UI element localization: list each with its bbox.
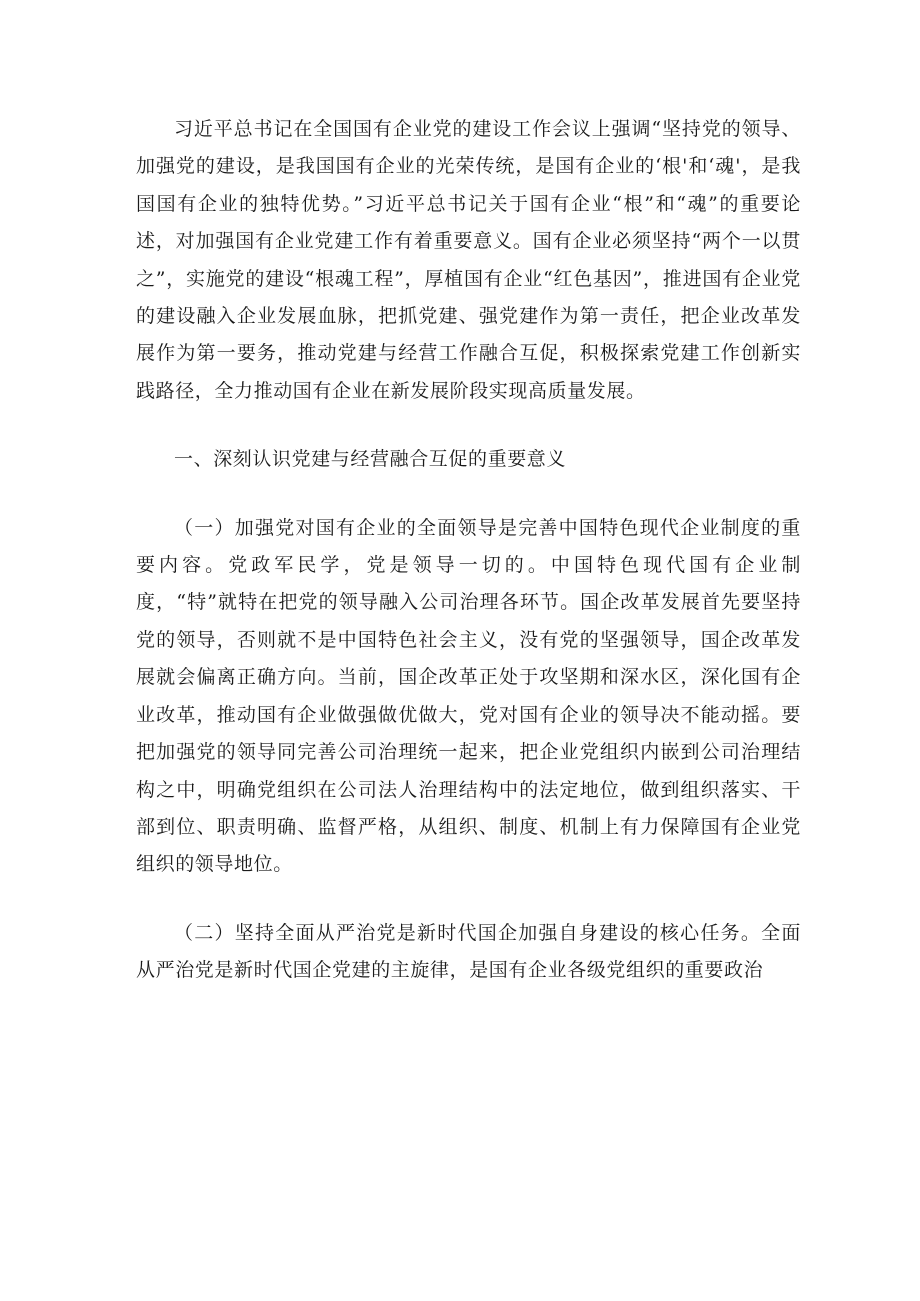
paragraph-gap [136, 410, 801, 441]
intro-paragraph: 习近平总书记在全国国有企业党的建设工作会议上强调“坚持党的领导、加强党的建设，是我国国有企业的光荣传统，是国有企业的‘根'和‘魂'，是我国国有企业的独特优势。”习近平总书记关于国有企业“根”和“魂”的重要论述，对加强国有企业党建工作有着重要意义。国有企业必须坚持“两个一以贯之”，实施党的建设“根魂工程”，厚植国有企业“红色基因”，推进国有企业党的建设融入企业发展血脉，把抓党建、强党建作为第一责任，把企业改革发展作为第一要务，推动党建与经营工作融合互促，积极探索党建工作创新实践路径，全力推动国有企业在新发展阶段实现高质量发展。 [136, 118, 801, 402]
paragraph-gap [136, 479, 801, 510]
paragraph-gap [136, 884, 801, 915]
document-body [136, 111, 801, 990]
paragraph-2: （二）坚持全面从严治党是新时代国企加强自身建设的核心任务。全面从严治党是新时代国企党建的主旋律，是国有企业各级党组织的重要政治 [136, 921, 801, 982]
paragraph-1: （一）加强党对国有企业的全面领导是完善中国特色现代企业制度的重要内容。党政军民学，党是领导一切的。中国特色现代国有企业制度，“特”就特在把党的领导融入公司治理各环节。国企改革发展首先要坚持党的领导，否则就不是中国特色社会主义，没有党的坚强领导，国企改革发展就会偏离正确方向。当前，国企改革正处于攻坚期和深水区，深化国有企业改革，推动国有企业做强做优做大，党对国有企业的领导决不能动摇。要把加强党的领导同完善公司治理统一起来，把企业党组织内嵌到公司治理结构之中，明确党组织在公司法人治理结构中的法定地位，做到组织落实、干部到位、职责明确、监督严格，从组织、制度、机制上有力保障国有企业党组织的领导地位。 [136, 516, 801, 876]
section-heading: 一、深刻认识党建与经营融合互促的重要意义 [174, 448, 567, 471]
